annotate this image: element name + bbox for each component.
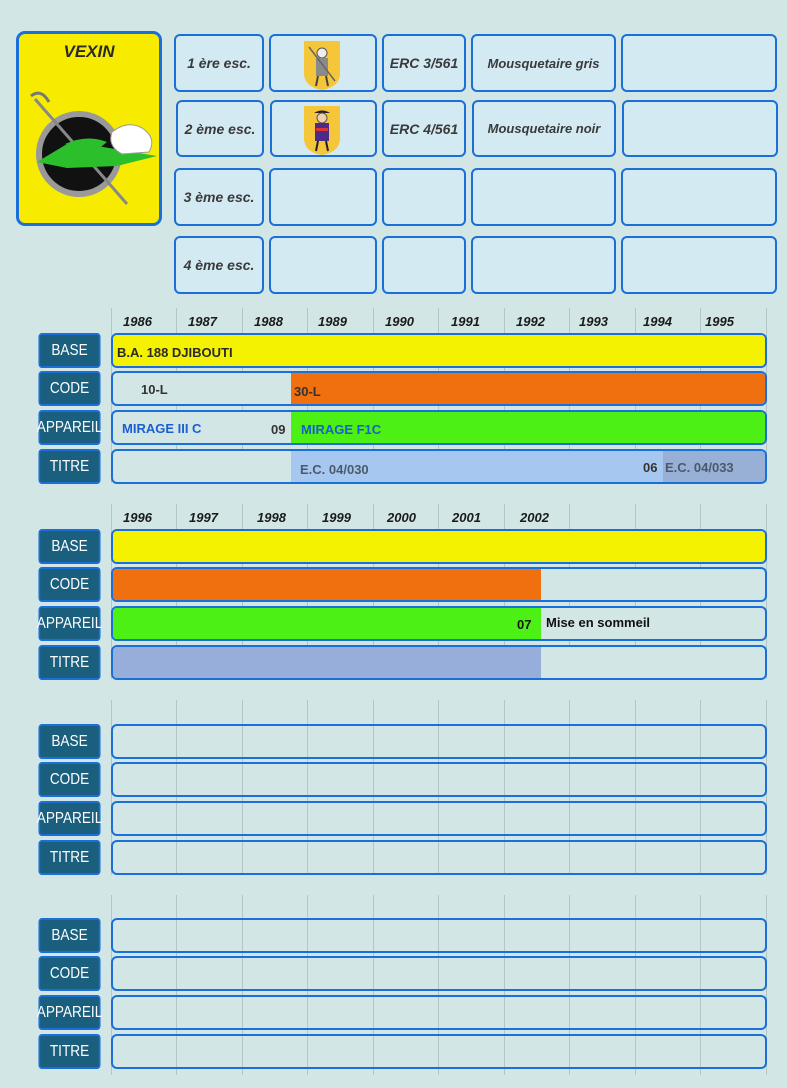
code-text-2: 30-L [294, 384, 321, 399]
squadron-badge [16, 31, 162, 226]
timeline-row-base [111, 918, 767, 953]
timeline-row-titre [111, 840, 767, 875]
base-text: B.A. 188 DJIBOUTI [117, 345, 233, 360]
year-label: 1998 [257, 510, 286, 525]
timeline-row-base [111, 333, 767, 368]
escadrille-2-extra [622, 100, 778, 157]
escadrille-1-insignia [269, 34, 377, 92]
year-label: 1991 [451, 314, 480, 329]
escadrille-3-nickname [471, 168, 616, 226]
timeline-row-code [111, 956, 767, 991]
year-label: 1987 [188, 314, 217, 329]
row-label-appareil: APPAREIL [38, 995, 100, 1030]
row-label-code: CODE [38, 567, 100, 602]
row-label-titre: TITRE [38, 645, 100, 680]
titre-month: 06 [643, 460, 658, 475]
escadrille-3-extra [621, 168, 777, 226]
appareil-month: 07 [517, 617, 532, 632]
escadrille-1-extra [621, 34, 777, 92]
year-label: 2000 [387, 510, 416, 525]
titre-text-2: E.C. 04/033 [665, 460, 734, 475]
escadrille-4-extra [621, 236, 777, 294]
row-label-base: BASE [38, 529, 100, 564]
escadrille-2-code: ERC 4/561 [382, 100, 466, 157]
code-bar [291, 373, 765, 404]
base-bar [113, 531, 765, 562]
row-label-base: BASE [38, 333, 100, 368]
timeline-row-titre [111, 645, 767, 680]
row-label-code: CODE [38, 956, 100, 991]
year-label: 1989 [318, 314, 347, 329]
musketeer-black-icon [302, 104, 342, 156]
titre-bar [113, 647, 541, 678]
timeline-row-appareil [111, 995, 767, 1030]
timeline-row-appareil [111, 606, 767, 641]
year-label: 1986 [123, 314, 152, 329]
row-label-titre: TITRE [38, 840, 100, 875]
year-label: 1996 [123, 510, 152, 525]
timeline-row-appareil [111, 801, 767, 836]
row-label-appareil: APPAREIL [38, 410, 100, 445]
row-label-appareil: APPAREIL [38, 801, 100, 836]
escadrille-4-nickname [471, 236, 616, 294]
escadrille-2-name: 2 ème esc. [176, 100, 264, 157]
appareil-text-1: MIRAGE III C [122, 421, 202, 436]
row-label-code: CODE [38, 371, 100, 406]
year-label: 2002 [520, 510, 549, 525]
row-label-appareil: APPAREIL [38, 606, 100, 641]
timeline-row-appareil [111, 410, 767, 445]
year-label: 1988 [254, 314, 283, 329]
year-label: 1997 [189, 510, 218, 525]
appareil-text-2: MIRAGE F1C [301, 422, 382, 437]
timeline-row-titre [111, 1034, 767, 1069]
row-label-titre: TITRE [38, 1034, 100, 1069]
timeline-row-base [111, 529, 767, 564]
titre-text-1: E.C. 04/030 [300, 462, 369, 477]
escadrille-3-insignia [269, 168, 377, 226]
appareil-bar [113, 608, 541, 639]
badge-title: VEXIN [63, 42, 115, 61]
code-bar [113, 569, 541, 600]
row-label-base: BASE [38, 724, 100, 759]
appareil-month: 09 [271, 422, 286, 437]
year-label: 1992 [516, 314, 545, 329]
row-label-base: BASE [38, 918, 100, 953]
musketeer-emblem-icon [27, 84, 157, 209]
escadrille-2-insignia [270, 100, 377, 157]
year-label: 1995 [705, 314, 734, 329]
timeline-row-code [111, 762, 767, 797]
year-label: 1994 [643, 314, 672, 329]
escadrille-1-name: 1 ère esc. [174, 34, 264, 92]
year-label: 1999 [322, 510, 351, 525]
musketeer-grey-icon [302, 39, 342, 91]
escadrille-1-nickname: Mousquetaire gris [471, 34, 616, 92]
timeline-row-base [111, 724, 767, 759]
year-label: 2001 [452, 510, 481, 525]
row-label-titre: TITRE [38, 449, 100, 484]
year-label: 1990 [385, 314, 414, 329]
appareil-note: Mise en sommeil [546, 615, 651, 630]
escadrille-1-code: ERC 3/561 [382, 34, 466, 92]
row-label-code: CODE [38, 762, 100, 797]
escadrille-4-name: 4 ème esc. [174, 236, 264, 294]
escadrille-4-insignia [269, 236, 377, 294]
code-text-1: 10-L [141, 382, 168, 397]
escadrille-3-name: 3 ème esc. [174, 168, 264, 226]
timeline-row-titre [111, 449, 767, 484]
year-label: 1993 [579, 314, 608, 329]
timeline-row-code [111, 567, 767, 602]
escadrille-3-code [382, 168, 466, 226]
escadrille-4-code [382, 236, 466, 294]
timeline-row-code [111, 371, 767, 406]
escadrille-2-nickname: Mousquetaire noir [472, 100, 616, 157]
